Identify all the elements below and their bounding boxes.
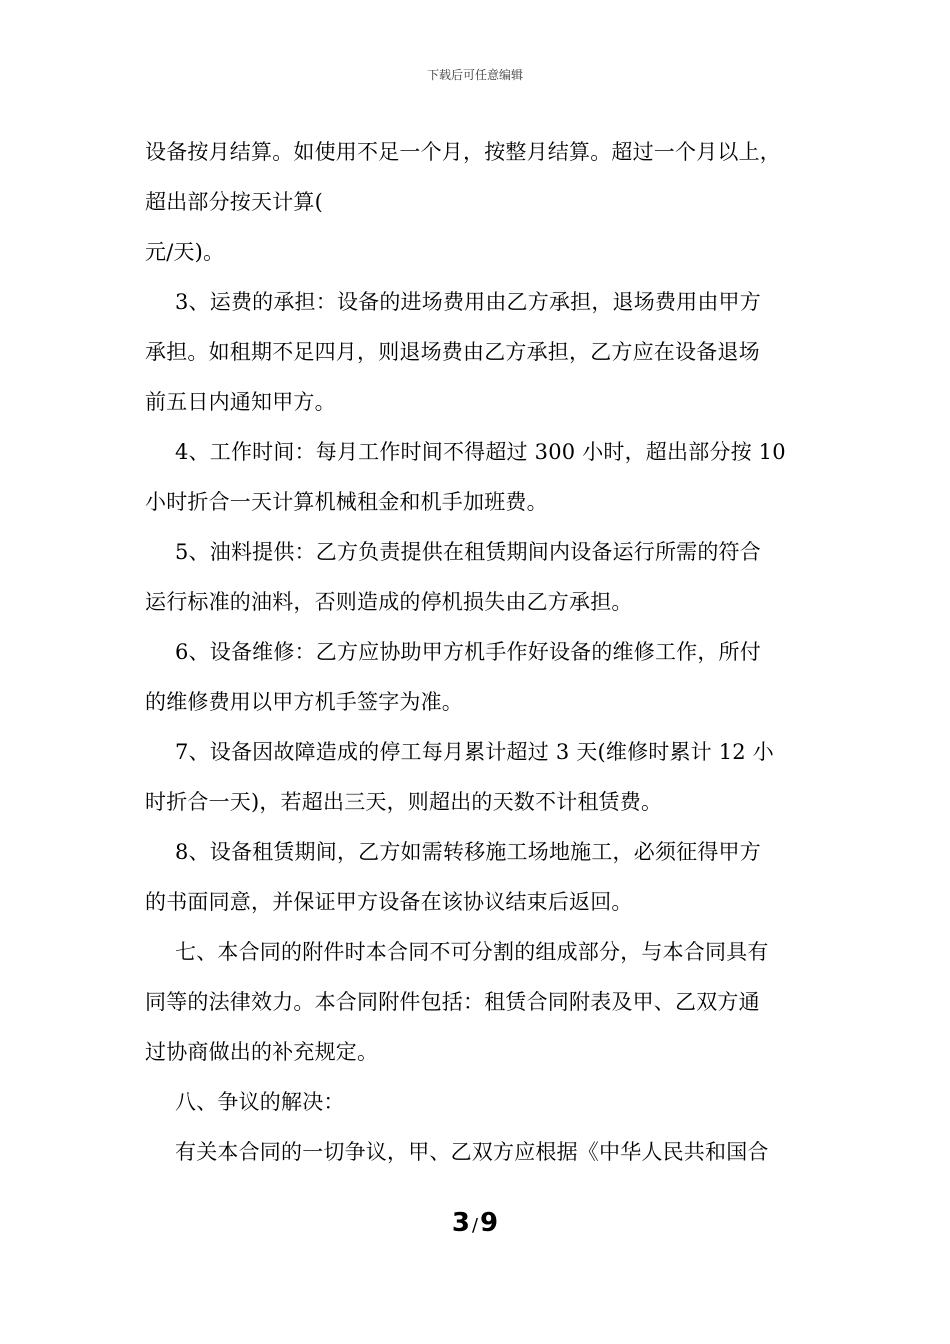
text-line: 运行标准的油料，否则造成的停机损失由乙方承担。 <box>145 590 633 614</box>
page-header: 下载后可任意编辑 <box>426 68 523 82</box>
text-line: 4、工作时间：每月工作时间不得超过 300 小时，超出部分按 10 <box>175 440 786 464</box>
text-line: 同等的法律效力。本合同附件包括：租赁合同附表及甲、乙双方通 <box>145 990 760 1014</box>
text-line: 八、争议的解决： <box>175 1090 345 1114</box>
text-line: 过协商做出的补充规定。 <box>145 1040 379 1064</box>
text-line: 7、设备因故障造成的停工每月累计超过 3 天(维修时累计 12 小 <box>175 740 774 764</box>
text-line: 的书面同意，并保证甲方设备在该协议结束后返回。 <box>145 890 633 914</box>
text-line: 七、本合同的附件时本合同不可分割的组成部分，与本合同具有 <box>175 940 769 964</box>
text-line: 时折合一天)，若超出三天，则超出的天数不计租赁费。 <box>145 790 663 814</box>
total-pages: 9 <box>480 1208 499 1238</box>
text-line: 承担。如租期不足四月，则退场费由乙方承担，乙方应在设备退场 <box>145 340 760 364</box>
page-separator: / <box>471 1215 479 1236</box>
text-line: 元/天)。 <box>145 240 225 264</box>
text-line: 小时折合一天计算机械租金和机手加班费。 <box>145 490 548 514</box>
text-line: 5、油料提供：乙方负责提供在租赁期间内设备运行所需的符合 <box>175 540 761 564</box>
text-line: 前五日内通知甲方。 <box>145 390 336 414</box>
text-line: 超出部分按天计算( <box>145 190 323 214</box>
text-line: 3、运费的承担：设备的进场费用由乙方承担，退场费用由甲方 <box>175 290 761 314</box>
text-line: 设备按月结算。如使用不足一个月，按整月结算。超过一个月以上， <box>145 140 781 164</box>
document-body <box>145 127 810 1177</box>
text-line: 8、设备租赁期间，乙方如需转移施工场地施工，必须征得甲方 <box>175 840 761 864</box>
text-line: 的维修费用以甲方机手签字为准。 <box>145 690 463 714</box>
text-line: 有关本合同的一切争议，甲、乙双方应根据《中华人民共和国合 <box>175 1140 769 1164</box>
text-line: 6、设备维修：乙方应协助甲方机手作好设备的维修工作，所付 <box>175 640 761 664</box>
current-page: 3 <box>451 1208 470 1238</box>
page-number <box>0 1208 950 1238</box>
